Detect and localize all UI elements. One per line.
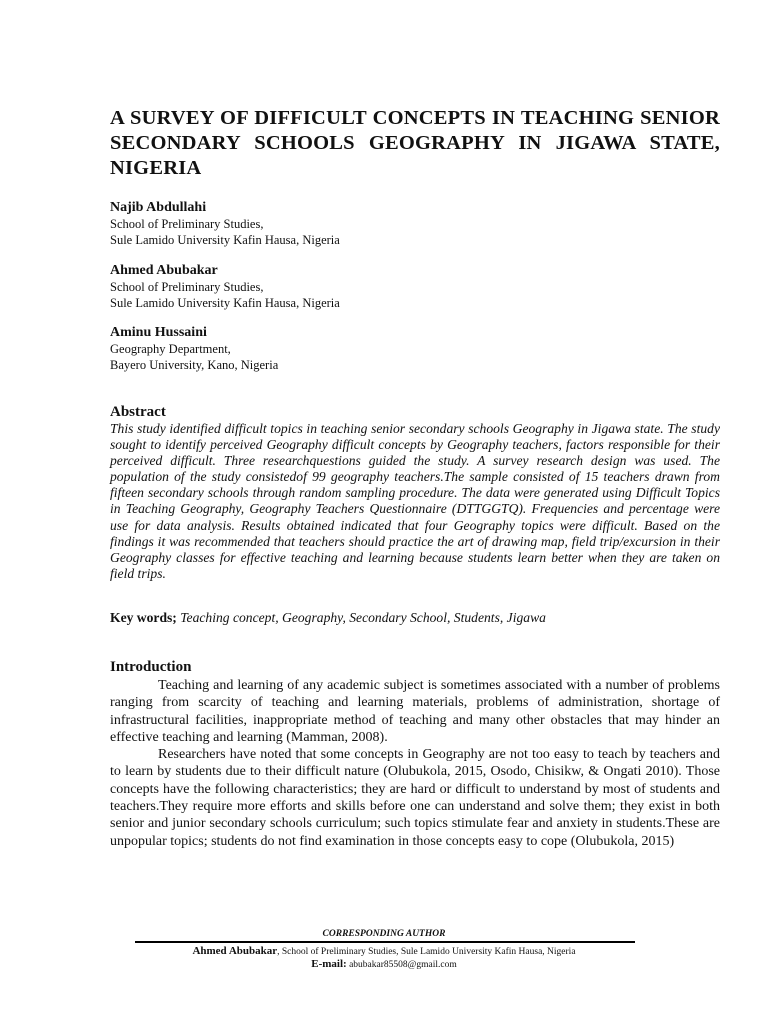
paper-title: A SURVEY OF DIFFICULT CONCEPTS IN TEACHING SENIOR SECONDARY SCHOOLS GEOGRAPHY IN JIGAWA STATE, NIGERIA — [110, 107, 720, 179]
author-block — [110, 324, 278, 373]
footer-divider — [135, 941, 635, 943]
keywords-text: Teaching concept, Geography, Secondary School, Students, Jigawa — [176, 610, 546, 625]
author-affiliation: Geography Department, — [110, 342, 231, 356]
author-affiliation: Sule Lamido University Kafin Hausa, Nigeria — [110, 233, 340, 247]
abstract-heading: Abstract — [110, 404, 166, 420]
author-name: Aminu Hussaini — [110, 325, 207, 340]
author-name: Najib Abdullahi — [110, 200, 207, 215]
corresponding-author-heading: CORRESPONDING AUTHOR — [322, 929, 446, 939]
corresponding-author-info — [0, 945, 768, 971]
paragraph: Teaching and learning of any academic subject is sometimes associated with a number of problems ranging from scarcity of teaching and learning materials, problems of administration, shortage of infrastructural facilities, inappropriate method of teaching and many other obstacles that may hinder an effective teaching and learning (Mamman, 2008). — [110, 678, 720, 745]
author-affiliation: Sule Lamido University Kafin Hausa, Nigeria — [110, 296, 340, 310]
keywords — [110, 610, 720, 626]
author-affiliation: School of Preliminary Studies, — [110, 280, 264, 294]
author-affiliation: School of Preliminary Studies, — [110, 217, 264, 231]
email-address[interactable]: abubakar85508@gmail.com — [346, 960, 457, 970]
author-affiliation: Bayero University, Kano, Nigeria — [110, 358, 279, 372]
introduction-heading: Introduction — [110, 659, 192, 675]
email-label: E-mail: — [311, 958, 347, 970]
author-name: Ahmed Abubakar — [110, 263, 218, 278]
author-block — [110, 199, 340, 248]
paragraph: Researchers have noted that some concepts in Geography are not too easy to teach by teachers and to learn by students due to their difficult nature (Olubukola, 2015, Osodo, Chisikw, & Ongati 2010). Those concepts have the following characteristics; they are hard or difficult to understand by most of students and teachers.They require more efforts and skills before one can understand and solve them; they exist in both senior and junior secondary schools curriculum; such topics stimulate fear and anxiety in students.These are unpopular topics; students do not find examination in those concepts easy to cope (Olubukola, 2015) — [110, 747, 720, 849]
corresponding-author-name: Ahmed Abubakar — [192, 945, 278, 957]
abstract-text: This study identified difficult topics in teaching senior secondary schools Geography in Jigawa state. The study sought to identify perceived Geography difficult concepts by Geography teachers, factors responsible for their perceived difficult. Three researchquestions guided the study. A survey research design was used. The population of the study consistedof 99 geography teachers.The sample consisted of 15 teachers drawn from fifteen secondary schools through random sampling procedure. The data were generated using Difficult Topics in Teaching Geography, Geography Teachers Questionnaire (DTTGGTQ). Frequencies and percentage were use for data analysis. Results obtained indicated that four Geography topics were difficult. Based on the findings it was recommended that teachers should practice the art of drawing map, field trip/excursion in their Geography classes for effective teaching and learning because students learn better when they are taken on field trips. — [110, 421, 720, 581]
introduction-body — [110, 677, 720, 850]
author-block — [110, 262, 340, 311]
corresponding-author-affiliation: , School of Preliminary Studies, Sule Lamido University Kafin Hausa, Nigeria — [277, 947, 576, 957]
keywords-label: Key words; — [110, 610, 177, 625]
